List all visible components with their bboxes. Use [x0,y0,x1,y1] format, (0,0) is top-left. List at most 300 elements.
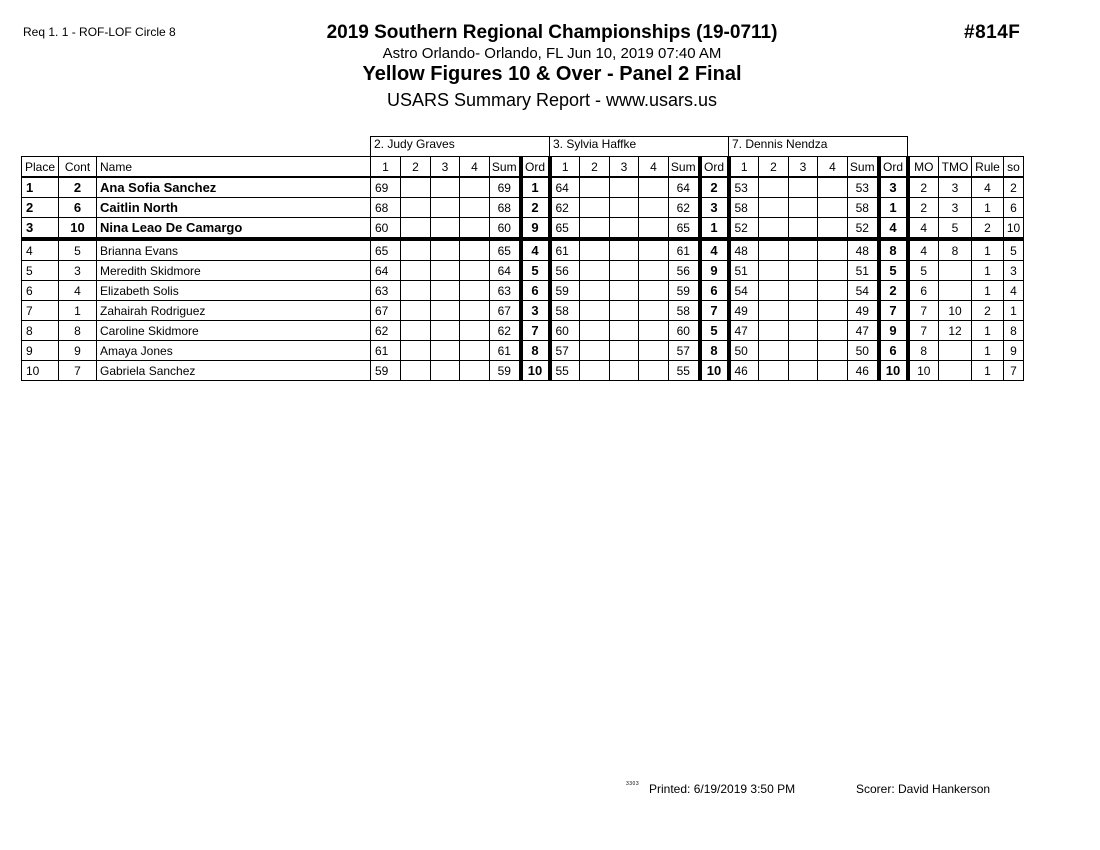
ordinal-cell: 5 [521,261,550,281]
score-cell [818,301,848,321]
rule-cell: 1 [972,239,1004,261]
score-cell [431,281,460,301]
sum-cell: 63 [490,281,521,301]
score-cell [789,281,818,301]
score-cell [759,198,789,218]
score-cell [818,361,848,381]
col-j3-ord: Ord [879,157,908,178]
rule-cell: 2 [972,301,1004,321]
score-cell [818,261,848,281]
score-cell [789,261,818,281]
cont-cell: 5 [59,239,97,261]
score-cell [580,341,610,361]
table-row [22,261,1024,281]
score-cell [759,301,789,321]
mo-cell: 4 [908,218,939,240]
score-cell [460,281,490,301]
name-cell: Caroline Skidmore [97,321,371,341]
so-cell: 4 [1004,281,1024,301]
sum-cell: 65 [490,239,521,261]
so-cell: 8 [1004,321,1024,341]
col-tmo: TMO [939,157,972,178]
ordinal-cell: 10 [879,361,908,381]
col-j2-3: 3 [610,157,639,178]
cont-cell: 1 [59,301,97,321]
col-name: Name [97,157,371,178]
score-cell [401,261,431,281]
ordinal-cell: 1 [879,198,908,218]
ordinal-cell: 1 [521,177,550,198]
col-j1-sum: Sum [490,157,521,178]
score-cell [580,361,610,381]
score-cell [610,301,639,321]
score-cell [818,177,848,198]
col-cont: Cont [59,157,97,178]
sum-cell: 61 [669,239,700,261]
name-cell: Brianna Evans [97,239,371,261]
table-row [22,177,1024,198]
score-cell: 61 [550,239,580,261]
score-cell: 64 [550,177,580,198]
score-cell [639,281,669,301]
score-cell [639,177,669,198]
score-cell: 68 [371,198,401,218]
score-cell [789,198,818,218]
col-so: so [1004,157,1024,178]
score-cell: 60 [371,218,401,240]
score-cell [431,177,460,198]
score-cell: 53 [729,177,759,198]
col-j2-4: 4 [639,157,669,178]
score-cell [818,341,848,361]
score-cell [580,281,610,301]
name-cell: Amaya Jones [97,341,371,361]
ordinal-cell: 2 [700,177,729,198]
tmo-cell: 10 [939,301,972,321]
so-cell: 6 [1004,198,1024,218]
sum-cell: 53 [848,177,879,198]
tmo-cell [939,361,972,381]
sum-cell: 49 [848,301,879,321]
col-j3-2: 2 [759,157,789,178]
cont-cell: 10 [59,218,97,240]
score-cell [460,198,490,218]
ordinal-cell: 7 [521,321,550,341]
score-cell: 61 [371,341,401,361]
score-cell [431,198,460,218]
ordinal-cell: 4 [700,239,729,261]
ordinal-cell: 9 [879,321,908,341]
mo-cell: 7 [908,301,939,321]
name-cell: Caitlin North [97,198,371,218]
rule-cell: 1 [972,341,1004,361]
sum-cell: 59 [490,361,521,381]
so-cell: 2 [1004,177,1024,198]
score-cell [789,301,818,321]
sum-cell: 64 [669,177,700,198]
col-mo: MO [908,157,939,178]
footer-code: 3303 [626,781,640,787]
judges-header-row [22,137,1024,157]
score-cell [818,281,848,301]
ordinal-cell: 9 [521,218,550,240]
sum-cell: 58 [848,198,879,218]
col-j2-1: 1 [550,157,580,178]
ordinal-cell: 7 [700,301,729,321]
score-cell [610,261,639,281]
ordinal-cell: 2 [521,198,550,218]
printed-timestamp: Printed: 6/19/2019 3:50 PM [649,782,796,796]
score-cell [639,198,669,218]
ordinal-cell: 4 [879,218,908,240]
cont-cell: 6 [59,198,97,218]
score-cell [759,239,789,261]
place-cell: 1 [22,177,59,198]
tmo-cell [939,341,972,361]
score-cell [639,341,669,361]
score-cell: 65 [371,239,401,261]
place-cell: 7 [22,301,59,321]
score-cell: 56 [550,261,580,281]
score-cell [818,198,848,218]
sum-cell: 54 [848,281,879,301]
venue-datetime: Astro Orlando- Orlando, FL Jun 10, 2019 07:40 AM [382,45,722,62]
ordinal-cell: 10 [521,361,550,381]
sum-cell: 60 [669,321,700,341]
column-header-row [22,157,1024,178]
score-cell [401,321,431,341]
score-cell [759,361,789,381]
score-cell [580,218,610,240]
score-cell: 64 [371,261,401,281]
so-cell: 9 [1004,341,1024,361]
col-place: Place [22,157,59,178]
ordinal-cell: 8 [879,239,908,261]
sum-cell: 57 [669,341,700,361]
ordinal-cell: 3 [879,177,908,198]
score-cell: 52 [729,218,759,240]
cont-cell: 4 [59,281,97,301]
sum-cell: 47 [848,321,879,341]
score-cell: 46 [729,361,759,381]
sum-cell: 55 [669,361,700,381]
tmo-cell: 5 [939,218,972,240]
score-cell: 60 [550,321,580,341]
ordinal-cell: 8 [521,341,550,361]
table-row [22,281,1024,301]
sum-cell: 59 [669,281,700,301]
score-cell [818,321,848,341]
tmo-cell [939,281,972,301]
score-cell [759,177,789,198]
table-row [22,341,1024,361]
sum-cell: 58 [669,301,700,321]
judge-2-label: 3. Sylvia Haffke [550,137,729,157]
tmo-cell: 12 [939,321,972,341]
score-cell [580,198,610,218]
score-cell [789,239,818,261]
score-cell: 69 [371,177,401,198]
tmo-cell: 3 [939,177,972,198]
tmo-cell [939,261,972,281]
name-cell: Nina Leao De Camargo [97,218,371,240]
score-cell: 49 [729,301,759,321]
col-j3-4: 4 [818,157,848,178]
rule-cell: 2 [972,218,1004,240]
so-cell: 1 [1004,301,1024,321]
scorer-name: Scorer: David Hankerson [856,782,991,796]
ordinal-cell: 10 [700,361,729,381]
score-cell: 65 [550,218,580,240]
col-j2-2: 2 [580,157,610,178]
col-j1-3: 3 [431,157,460,178]
score-cell [639,218,669,240]
table-row [22,218,1024,240]
score-cell: 58 [729,198,759,218]
score-cell [460,301,490,321]
score-cell [759,321,789,341]
mo-cell: 7 [908,321,939,341]
table-row [22,301,1024,321]
sum-cell: 50 [848,341,879,361]
event-name: Yellow Figures 10 & Over - Panel 2 Final [362,63,742,85]
score-cell [759,281,789,301]
sum-cell: 52 [848,218,879,240]
cont-cell: 3 [59,261,97,281]
ordinal-cell: 5 [879,261,908,281]
score-cell [460,361,490,381]
score-cell [431,218,460,240]
results-table [21,136,1024,381]
score-cell [610,361,639,381]
report-title: USARS Summary Report - www.usars.us [386,90,718,110]
sum-cell: 62 [669,198,700,218]
ordinal-cell: 6 [879,341,908,361]
place-cell: 8 [22,321,59,341]
ordinal-cell: 8 [700,341,729,361]
col-j3-sum: Sum [848,157,879,178]
score-cell: 59 [371,361,401,381]
table-row [22,239,1024,261]
col-rule: Rule [972,157,1004,178]
ordinal-cell: 3 [700,198,729,218]
col-j1-ord: Ord [521,157,550,178]
score-cell [460,218,490,240]
col-j2-sum: Sum [669,157,700,178]
score-cell [460,261,490,281]
mo-cell: 2 [908,177,939,198]
place-cell: 2 [22,198,59,218]
sum-cell: 51 [848,261,879,281]
table-row [22,321,1024,341]
so-cell: 10 [1004,218,1024,240]
score-cell: 51 [729,261,759,281]
score-cell: 48 [729,239,759,261]
score-cell: 47 [729,321,759,341]
sum-cell: 65 [669,218,700,240]
col-j1-1: 1 [371,157,401,178]
ordinal-cell: 3 [521,301,550,321]
score-cell [789,341,818,361]
score-cell [580,177,610,198]
col-j3-1: 1 [729,157,759,178]
ordinal-cell: 2 [879,281,908,301]
ordinal-cell: 5 [700,321,729,341]
score-cell [610,177,639,198]
score-cell: 63 [371,281,401,301]
score-cell [460,239,490,261]
score-cell [789,218,818,240]
score-cell [401,341,431,361]
mo-cell: 4 [908,239,939,261]
sum-cell: 46 [848,361,879,381]
score-cell [580,321,610,341]
score-cell [610,281,639,301]
score-cell [401,301,431,321]
score-cell [431,321,460,341]
place-cell: 10 [22,361,59,381]
cont-cell: 2 [59,177,97,198]
score-cell: 57 [550,341,580,361]
score-cell [610,218,639,240]
place-cell: 4 [22,239,59,261]
tmo-cell: 3 [939,198,972,218]
score-cell [639,301,669,321]
score-cell [759,261,789,281]
score-cell [431,261,460,281]
place-cell: 9 [22,341,59,361]
score-cell [580,261,610,281]
score-cell [818,239,848,261]
sum-cell: 62 [490,321,521,341]
rule-cell: 1 [972,281,1004,301]
score-cell: 62 [550,198,580,218]
score-cell [639,321,669,341]
score-cell [460,321,490,341]
score-cell [401,239,431,261]
mo-cell: 8 [908,341,939,361]
name-cell: Meredith Skidmore [97,261,371,281]
cont-cell: 8 [59,321,97,341]
mo-cell: 5 [908,261,939,281]
name-cell: Elizabeth Solis [97,281,371,301]
score-cell [580,301,610,321]
score-cell: 54 [729,281,759,301]
sum-cell: 68 [490,198,521,218]
name-cell: Zahairah Rodriguez [97,301,371,321]
score-cell [401,177,431,198]
ordinal-cell: 7 [879,301,908,321]
place-cell: 3 [22,218,59,240]
judge-3-label: 7. Dennis Nendza [729,137,908,157]
score-cell [580,239,610,261]
score-cell [401,198,431,218]
sum-cell: 61 [490,341,521,361]
score-cell: 62 [371,321,401,341]
score-cell [431,301,460,321]
score-cell: 58 [550,301,580,321]
score-cell [431,239,460,261]
table-row [22,361,1024,381]
score-cell: 55 [550,361,580,381]
rule-cell: 4 [972,177,1004,198]
score-cell [431,361,460,381]
cont-cell: 9 [59,341,97,361]
ordinal-cell: 1 [700,218,729,240]
judge-1-label: 2. Judy Graves [371,137,550,157]
sum-cell: 64 [490,261,521,281]
score-cell [401,361,431,381]
place-cell: 5 [22,261,59,281]
score-cell: 67 [371,301,401,321]
name-cell: Ana Sofia Sanchez [97,177,371,198]
score-cell [789,321,818,341]
name-cell: Gabriela Sanchez [97,361,371,381]
col-j1-2: 2 [401,157,431,178]
so-cell: 5 [1004,239,1024,261]
ordinal-cell: 6 [700,281,729,301]
rule-cell: 1 [972,361,1004,381]
col-j3-3: 3 [789,157,818,178]
cont-cell: 7 [59,361,97,381]
score-cell [610,239,639,261]
score-cell [639,239,669,261]
ordinal-cell: 4 [521,239,550,261]
col-j2-ord: Ord [700,157,729,178]
event-number: #814F [964,22,1021,43]
mo-cell: 6 [908,281,939,301]
ordinal-cell: 9 [700,261,729,281]
table-row [22,198,1024,218]
sum-cell: 67 [490,301,521,321]
rule-cell: 1 [972,198,1004,218]
sum-cell: 60 [490,218,521,240]
score-cell [759,341,789,361]
request-label: Req 1. 1 - ROF-LOF Circle 8 [23,25,176,39]
score-cell [460,341,490,361]
so-cell: 3 [1004,261,1024,281]
rule-cell: 1 [972,321,1004,341]
score-cell [401,218,431,240]
score-cell [610,341,639,361]
score-cell [818,218,848,240]
score-cell [789,177,818,198]
mo-cell: 2 [908,198,939,218]
score-cell [639,361,669,381]
sum-cell: 48 [848,239,879,261]
score-cell: 50 [729,341,759,361]
competition-title: 2019 Southern Regional Championships (19-0711) [326,22,778,43]
ordinal-cell: 6 [521,281,550,301]
score-cell [759,218,789,240]
mo-cell: 10 [908,361,939,381]
score-cell [789,361,818,381]
place-cell: 6 [22,281,59,301]
score-cell [401,281,431,301]
score-cell: 59 [550,281,580,301]
tmo-cell: 8 [939,239,972,261]
sum-cell: 56 [669,261,700,281]
sum-cell: 69 [490,177,521,198]
score-cell [431,341,460,361]
rule-cell: 1 [972,261,1004,281]
score-cell [639,261,669,281]
col-j1-4: 4 [460,157,490,178]
score-cell [610,321,639,341]
score-cell [610,198,639,218]
score-cell [460,177,490,198]
so-cell: 7 [1004,361,1024,381]
